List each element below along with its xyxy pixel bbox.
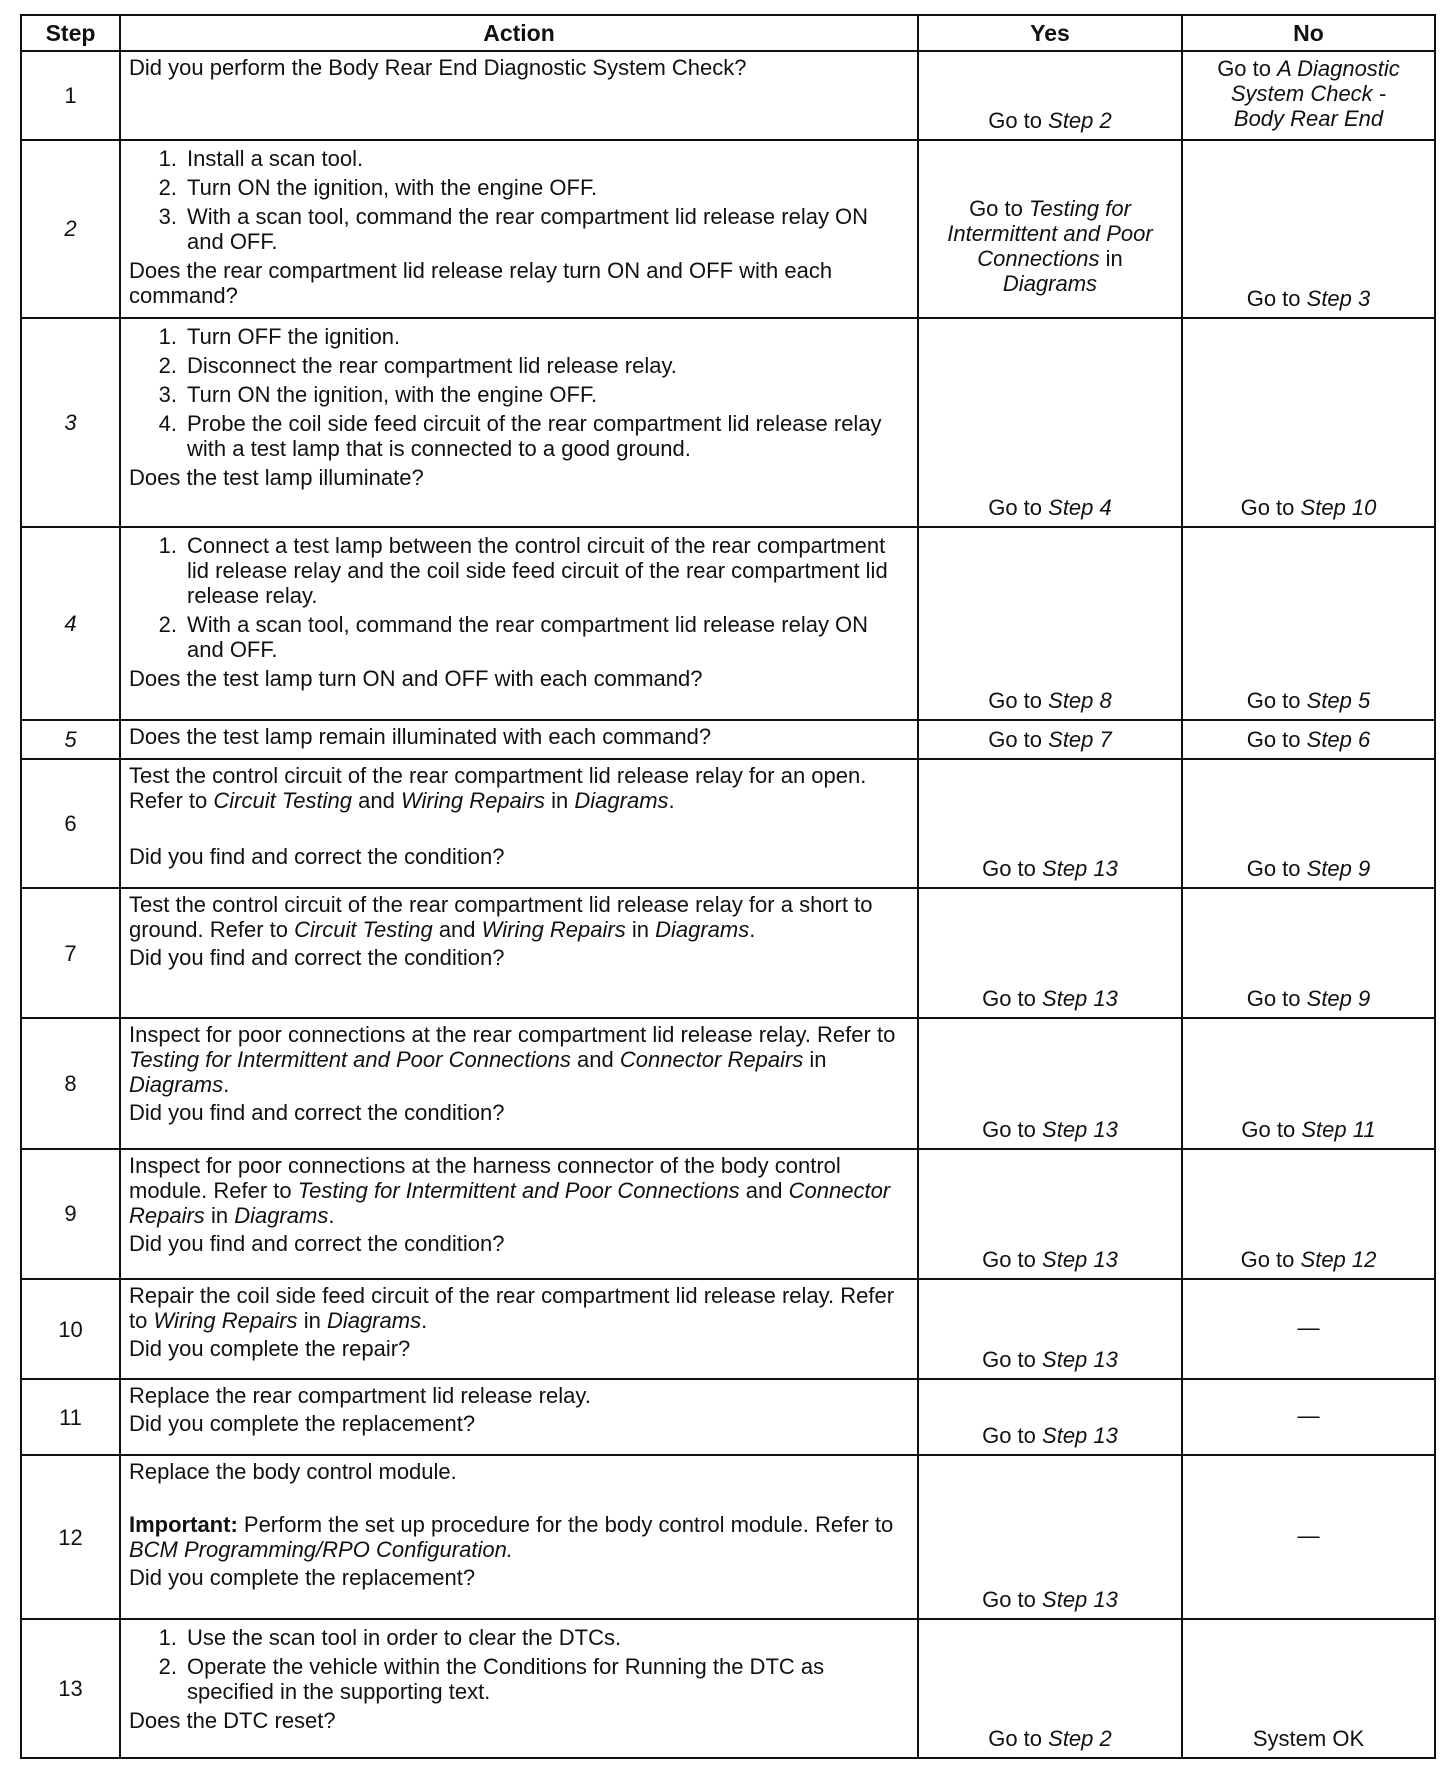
yes-cell: Go to Step 4 [918,318,1182,527]
diagnostic-table [20,14,1436,1759]
no-cell: Go to Step 6 [1182,720,1435,759]
instruction-text: Test the control circuit of the rear compartment lid release relay for an open. Refer to Circuit Testing and Wiring Repairs in Diagrams. [129,762,867,813]
step-number: 12 [21,1455,120,1619]
action-cell [120,51,918,140]
question-text: Does the rear compartment lid release relay turn ON and OFF with each command? [129,258,833,309]
question-text: Does the test lamp illuminate? [129,464,424,490]
header-action: Action [120,15,918,51]
question-text: Did you complete the repair? [129,1335,411,1361]
table-row [21,318,1435,527]
list-item: 2. Turn ON the ignition, with the engine OFF. [158,175,598,201]
header-row [21,15,1435,51]
yes-cell: Go to Step 2 [918,51,1182,140]
no-cell: Go to Step 9 [1182,888,1435,1018]
list-item: 2. With a scan tool, command the rear compartment lid release relay ON and OFF. [158,611,869,662]
step-number: 11 [21,1379,120,1455]
action-list [129,324,909,461]
important-note: Important: Perform the set up procedure for the body control module. Refer to BCM Programming/RPO Configuration. [129,1512,894,1563]
step-number: 7 [21,888,120,1018]
step-number: 10 [21,1279,120,1380]
no-cell: — [1182,1379,1435,1455]
no-cell: Go to A Diagnostic System Check - Body Rear End [1182,51,1435,140]
action-cell [120,1455,918,1619]
table-row [21,720,1435,759]
instruction-text: Replace the body control module. [129,1459,457,1485]
yes-cell: Go to Step 13 [918,1379,1182,1455]
step-number: 1 [21,51,120,140]
question-text: Did you find and correct the condition? [129,1100,505,1126]
instruction-text: Test the control circuit of the rear compartment lid release relay for a short to ground. Refer to Circuit Testing and Wiring Repairs in Diagrams. [129,892,873,943]
list-item: 2. Operate the vehicle within the Conditions for Running the DTC as specified in the supporting text. [158,1654,825,1705]
table-row [21,1149,1435,1279]
action-cell [120,1379,918,1455]
table-row [21,1379,1435,1455]
yes-cell: Go to Step 8 [918,527,1182,720]
no-cell: Go to Step 9 [1182,759,1435,888]
yes-cell: Go to Step 13 [918,1018,1182,1148]
no-cell: Go to Step 10 [1182,318,1435,527]
step-number: 2 [21,140,120,317]
no-cell: Go to Step 3 [1182,140,1435,317]
no-cell: — [1182,1279,1435,1380]
table-row [21,888,1435,1018]
instruction-text: Inspect for poor connections at the harness connector of the body control module. Refer to Testing for Intermittent and Poor Connections and Connector Repairs in Diagrams. [129,1152,891,1228]
instruction-text: Inspect for poor connections at the rear compartment lid release relay. Refer to Testing for Intermittent and Poor Connections and Connector Repairs in Diagrams. [129,1022,896,1098]
step-number: 6 [21,759,120,888]
list-item: 3. Turn ON the ignition, with the engine OFF. [158,381,598,407]
question-text: Did you find and correct the condition? [129,945,505,971]
question-text: Did you complete the replacement? [129,1411,476,1437]
step-number: 8 [21,1018,120,1148]
step-number: 4 [21,527,120,720]
header-step: Step [21,15,120,51]
question-text: Did you perform the Body Rear End Diagnostic System Check? [129,55,747,80]
action-cell [120,888,918,1018]
no-cell: Go to Step 12 [1182,1149,1435,1279]
action-list [129,533,909,662]
yes-cell: Go to Step 13 [918,1149,1182,1279]
list-item: 3. With a scan tool, command the rear compartment lid release relay ON and OFF. [158,204,869,255]
action-cell [120,759,918,888]
yes-cell: Go to Step 13 [918,1279,1182,1380]
question-text: Does the DTC reset? [129,1708,336,1734]
header-no: No [1182,15,1435,51]
table-row [21,1455,1435,1619]
step-number: 5 [21,720,120,759]
yes-cell: Go to Step 13 [918,759,1182,888]
action-list [129,146,909,254]
question-text: Did you complete the replacement? [129,1565,476,1591]
yes-cell: Go to Step 7 [918,720,1182,759]
list-item: 1. Turn OFF the ignition. [158,323,401,349]
action-cell [120,1018,918,1148]
header-yes: Yes [918,15,1182,51]
no-cell: Go to Step 11 [1182,1018,1435,1148]
action-cell [120,1619,918,1758]
action-cell [120,318,918,527]
question-text: Does the test lamp remain illuminated with each command? [129,723,712,749]
question-text: Did you find and correct the condition? [129,843,505,869]
step-number: 13 [21,1619,120,1758]
question-text: Did you find and correct the condition? [129,1230,505,1256]
yes-cell: Go to Step 13 [918,888,1182,1018]
yes-cell: Go to Step 2 [918,1619,1182,1758]
table-row [21,1018,1435,1148]
step-number: 3 [21,318,120,527]
list-item: 1. Use the scan tool in order to clear the DTCs. [158,1625,622,1651]
list-item: 2. Disconnect the rear compartment lid release relay. [158,352,677,378]
action-cell [120,140,918,317]
action-cell [120,1149,918,1279]
action-cell [120,1279,918,1380]
no-cell: System OK [1182,1619,1435,1758]
no-cell: Go to Step 5 [1182,527,1435,720]
question-text: Does the test lamp turn ON and OFF with each command? [129,665,703,691]
instruction-text: Replace the rear compartment lid release relay. [129,1383,591,1409]
action-list [129,1625,909,1704]
action-cell [120,720,918,759]
table-row [21,759,1435,888]
list-item: 1. Connect a test lamp between the control circuit of the rear compartment lid release relay and the coil side feed circuit of the rear compartment lid release relay. [158,532,888,608]
list-item: 1. Install a scan tool. [158,146,364,172]
table-row [21,527,1435,720]
no-cell: — [1182,1455,1435,1619]
action-cell [120,527,918,720]
table-row [21,1619,1435,1758]
step-number: 9 [21,1149,120,1279]
list-item: 4. Probe the coil side feed circuit of the rear compartment lid release relay with a test lamp that is connected to a good ground. [158,410,882,461]
instruction-text: Repair the coil side feed circuit of the rear compartment lid release relay. Refer to Wiring Repairs in Diagrams. [129,1282,895,1333]
table-row [21,1279,1435,1380]
table-row [21,140,1435,317]
table-row [21,51,1435,140]
yes-cell: Go to Step 13 [918,1455,1182,1619]
yes-cell: Go to Testing for Intermittent and Poor Connections in Diagrams [918,140,1182,317]
